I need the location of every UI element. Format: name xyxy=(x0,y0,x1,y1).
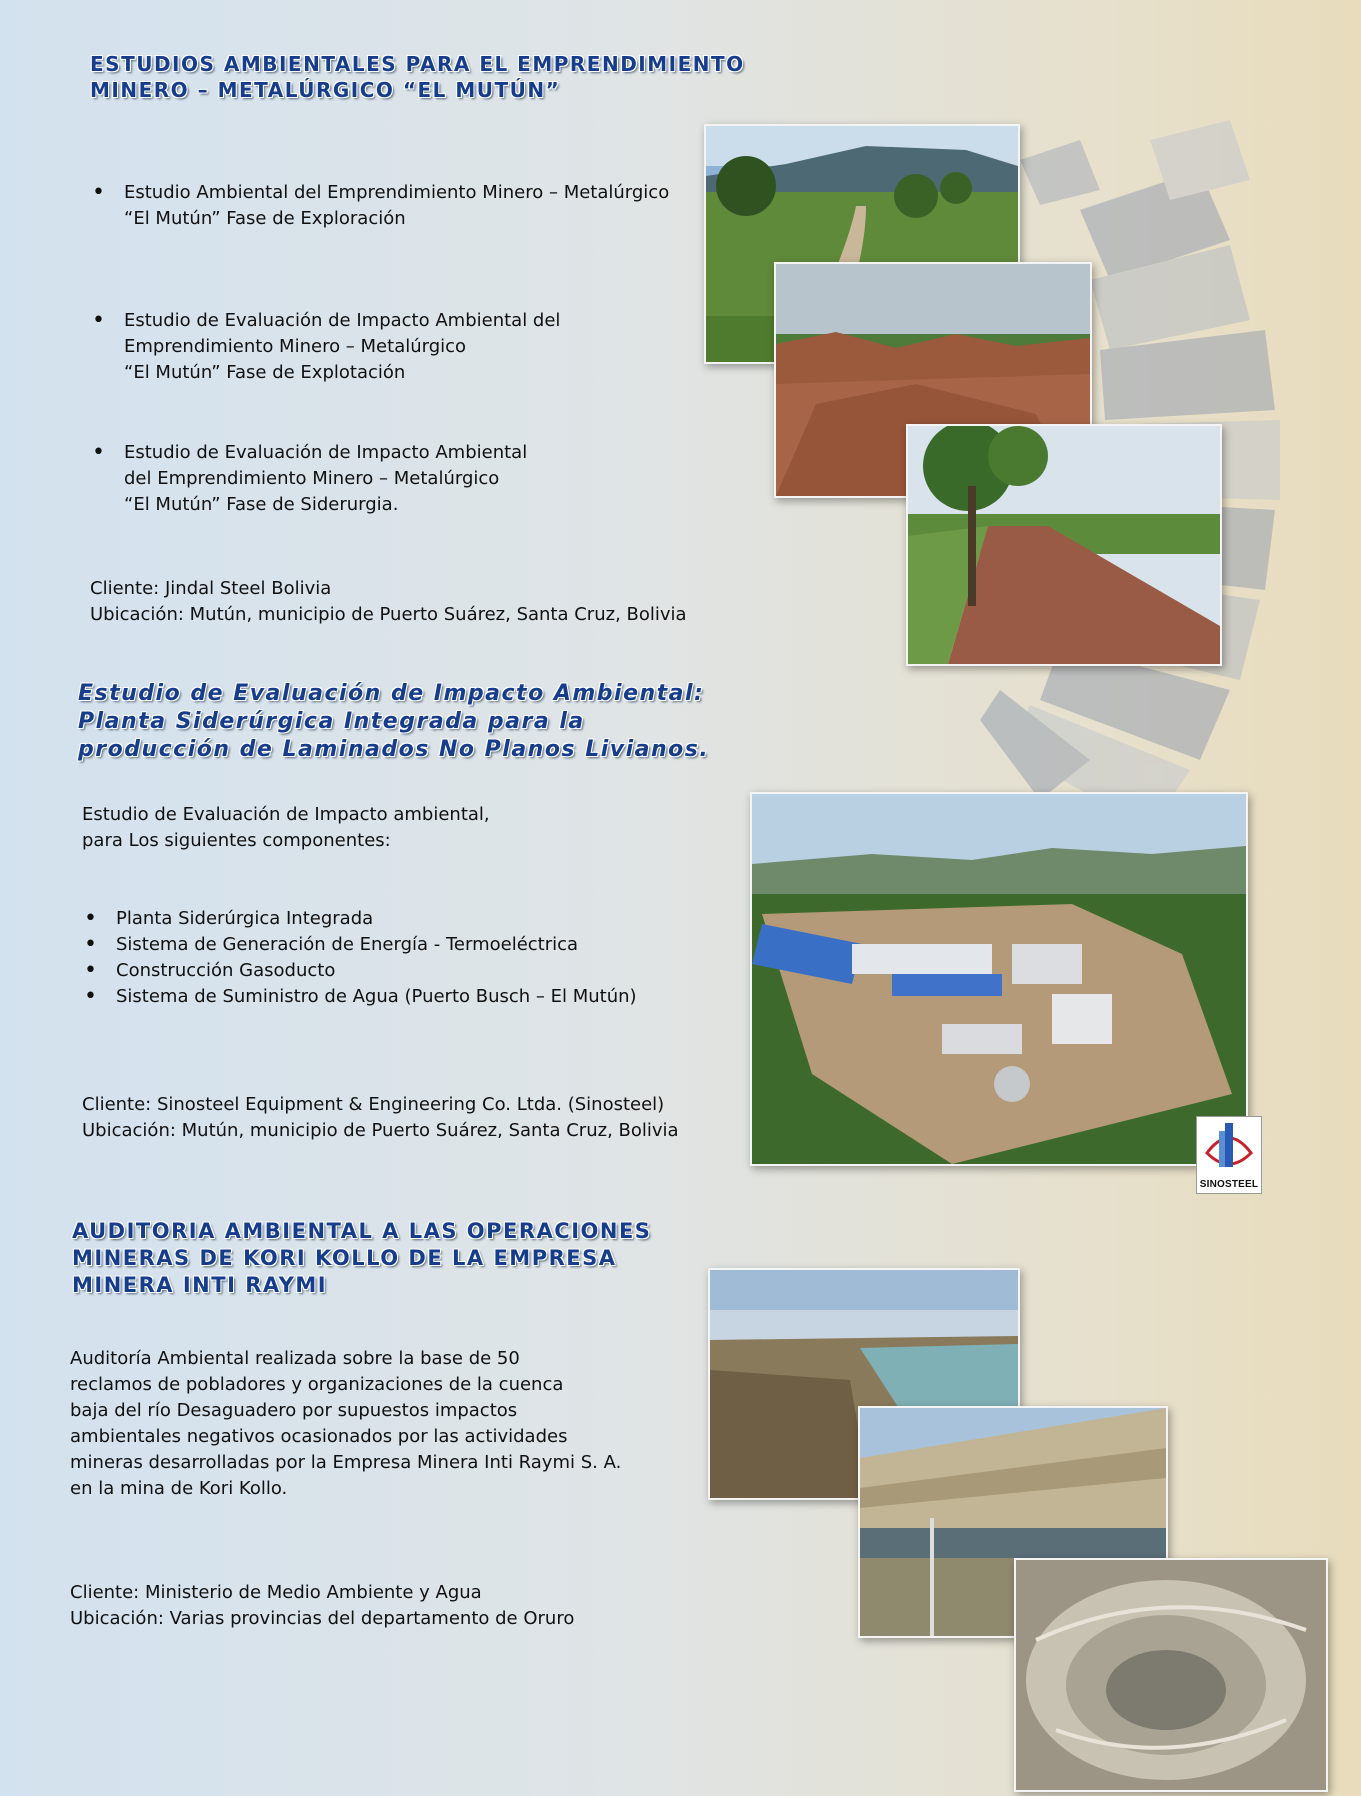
section2-title-line3: producción de Laminados No Planos Livianos. xyxy=(78,737,710,763)
section2-location: Ubicación: Mutún, municipio de Puerto Suárez, Santa Cruz, Bolivia xyxy=(82,1120,679,1141)
bullet-line: del Emprendimiento Minero – Metalúrgico xyxy=(124,468,500,489)
section1-bullet xyxy=(92,440,712,518)
section3-body-line: en la mina de Kori Kollo. xyxy=(70,1478,288,1499)
section3-client-info xyxy=(70,1580,710,1632)
section3-description xyxy=(70,1346,710,1502)
section1-title-line1: ESTUDIOS AMBIENTALES PARA EL EMPRENDIMIENTO xyxy=(90,52,745,76)
photo-open-pit-aerial xyxy=(1014,1558,1328,1792)
section2-title-line1: Estudio de Evaluación de Impacto Ambiental: xyxy=(78,681,705,706)
section1-bullet xyxy=(92,180,712,232)
section3-body-line: reclamos de pobladores y organizaciones de la cuenca xyxy=(70,1374,564,1395)
section3-title xyxy=(72,1218,712,1299)
bullet-line: • Estudio Ambiental del Emprendimiento Minero – Metalúrgico xyxy=(124,182,670,203)
section2-bullet: • Sistema de Suministro de Agua (Puerto Busch – El Mutún) xyxy=(84,984,684,1010)
section1-title-line2: MINERO – METALÚRGICO “EL MUTÚN” xyxy=(90,77,561,102)
section2-intro-line1: Estudio de Evaluación de Impacto ambiental, xyxy=(82,804,490,825)
section1-bullet-list xyxy=(92,180,712,518)
section2-title xyxy=(78,680,718,764)
section2-title-line2: Planta Siderúrgica Integrada para la xyxy=(78,709,585,735)
section1-client-info xyxy=(90,576,730,628)
sinosteel-emblem-icon xyxy=(1197,1117,1261,1175)
section3-body-line: mineras desarrolladas por la Empresa Minera Inti Raymi S. A. xyxy=(70,1452,622,1473)
sinosteel-logo-text: SINOSTEEL xyxy=(1199,1179,1259,1190)
section2-bullet: • Construcción Gasoducto xyxy=(84,958,684,984)
section3-body-line: Auditoría Ambiental realizada sobre la base de 50 xyxy=(70,1348,520,1369)
section3-client: Cliente: Ministerio de Medio Ambiente y Agua xyxy=(70,1582,482,1603)
section2-intro xyxy=(82,802,642,854)
section2-bullet: • Sistema de Generación de Energía - Termoeléctrica xyxy=(84,932,684,958)
sinosteel-logo xyxy=(1196,1116,1262,1194)
section1-location: Ubicación: Mutún, municipio de Puerto Suárez, Santa Cruz, Bolivia xyxy=(90,604,687,625)
bullet-line: “El Mutún” Fase de Explotación xyxy=(124,362,406,383)
section3-location: Ubicación: Varias provincias del departamento de Oruro xyxy=(70,1608,575,1629)
bullet-line: Emprendimiento Minero – Metalúrgico xyxy=(124,336,467,357)
bullet-line: • Estudio de Evaluación de Impacto Ambiental del xyxy=(124,310,561,331)
photo-steel-plant-aerial xyxy=(750,792,1248,1166)
section2-bullet: • Planta Siderúrgica Integrada xyxy=(84,906,684,932)
section1-client: Cliente: Jindal Steel Bolivia xyxy=(90,578,332,599)
section3-title-line2: MINERAS DE KORI KOLLO DE LA EMPRESA xyxy=(72,1245,617,1270)
section3-body-line: baja del río Desaguadero por supuestos impactos xyxy=(70,1400,518,1421)
section1-title xyxy=(90,52,770,103)
bullet-line: “El Mutún” Fase de Siderurgia. xyxy=(124,494,399,515)
section3-title-line1: AUDITORIA AMBIENTAL A LAS OPERACIONES xyxy=(72,1219,652,1243)
section3-body-line: ambientales negativos ocasionados por las actividades xyxy=(70,1426,568,1447)
bullet-line: “El Mutún” Fase de Exploración xyxy=(124,208,406,229)
section2-intro-line2: para Los siguientes componentes: xyxy=(82,830,391,851)
section2-client: Cliente: Sinosteel Equipment & Engineering Co. Ltda. (Sinosteel) xyxy=(82,1094,665,1115)
section2-client-info xyxy=(82,1092,722,1144)
bullet-line: • Estudio de Evaluación de Impacto Ambiental xyxy=(124,442,528,463)
photo-dirt-road-trees xyxy=(906,424,1222,666)
section2-bullet-list xyxy=(84,906,684,1010)
section3-title-line3: MINERA INTI RAYMI xyxy=(72,1272,328,1297)
section1-bullet xyxy=(92,308,712,386)
